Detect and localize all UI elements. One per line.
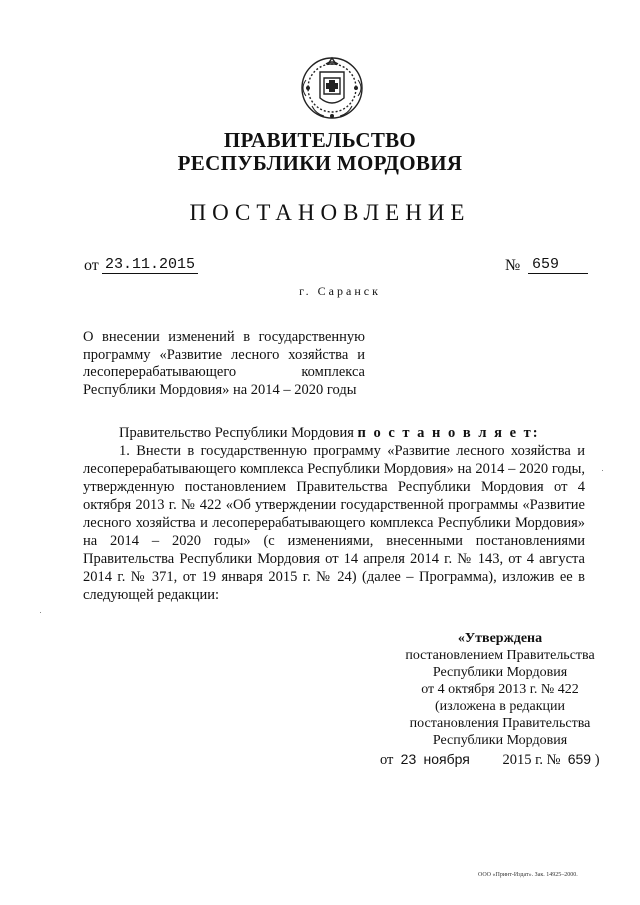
approval-block bbox=[380, 630, 620, 749]
document-number: 659 bbox=[528, 256, 588, 274]
printer-footer: ООО «Принт-Издат». Зак. 14925–2000. bbox=[478, 872, 578, 878]
approval-year-text: 2015 г. № bbox=[502, 752, 561, 768]
document-type-title: ПОСТАНОВЛЕНИЕ bbox=[189, 200, 471, 225]
margin-mark bbox=[602, 470, 603, 471]
approval-day: 23 bbox=[400, 751, 417, 767]
subject-line: лесоперерабатывающего комплекса bbox=[83, 364, 365, 380]
approval-title: «Утверждена bbox=[457, 631, 543, 646]
intro-action: п о с т а н о в л я е т: bbox=[357, 425, 540, 441]
approval-line: постановления Правительства bbox=[409, 716, 591, 731]
approval-line: постановлением Правительства bbox=[405, 648, 595, 663]
approval-close: ) bbox=[594, 752, 600, 768]
subject-line: программу «Развитие лесного хозяйства и bbox=[83, 346, 365, 363]
document-body bbox=[83, 424, 585, 604]
subject-block bbox=[83, 329, 365, 399]
number-prefix: № bbox=[505, 257, 521, 274]
approval-line: Республики Мордовия bbox=[432, 665, 568, 680]
approval-line: (изложена в редакции bbox=[435, 699, 565, 714]
government-title-line2: РЕСПУБЛИКИ МОРДОВИЯ bbox=[177, 151, 463, 175]
coat-of-arms-icon bbox=[296, 50, 368, 126]
margin-mark bbox=[40, 612, 41, 613]
approval-number: 659 bbox=[567, 751, 592, 767]
subject-line: О внесении изменений в государственную bbox=[83, 329, 365, 345]
government-title-line1: ПРАВИТЕЛЬСТВО bbox=[223, 128, 417, 152]
document-date: 23.11.2015 bbox=[102, 256, 198, 274]
city-label: г. Саранск bbox=[299, 284, 381, 298]
approval-date-line bbox=[380, 751, 600, 769]
paragraph-1: 1. Внести в государственную программу «Развитие лесного хозяйства и лесоперерабатывающего комплекса Республики Мордовия» на 2014 – 2020 годы, утвержденную постановлением Правительства Республики Мордовия от 4 октября 2013 г. № 422 «Об утверждении государственной программы «Развитие лесного хозяйства и лесоперерабатывающего комплекса Республики Мордовия» на 2014 – 2020 годы» (с изменениями, внесенными постановлениями Правительства Республики Мордовия от 14 апреля 2014 г. № 143, от 4 августа 2014 г. № 371, от 19 января 2015 г. № 24) (далее – Программа), изложив ее в следующей редакции: bbox=[83, 443, 585, 603]
approval-date-prefix: от bbox=[380, 752, 394, 768]
intro-paragraph bbox=[83, 424, 585, 442]
approval-line: Республики Мордовия bbox=[432, 733, 568, 748]
intro-text: Правительство Республики Мордовия bbox=[119, 425, 358, 441]
approval-line: от 4 октября 2013 г. № 422 bbox=[421, 682, 579, 697]
subject-line: Республики Мордовия» на 2014 – 2020 годы bbox=[83, 381, 357, 398]
date-prefix: от bbox=[84, 257, 99, 274]
approval-month: ноября bbox=[423, 751, 470, 767]
